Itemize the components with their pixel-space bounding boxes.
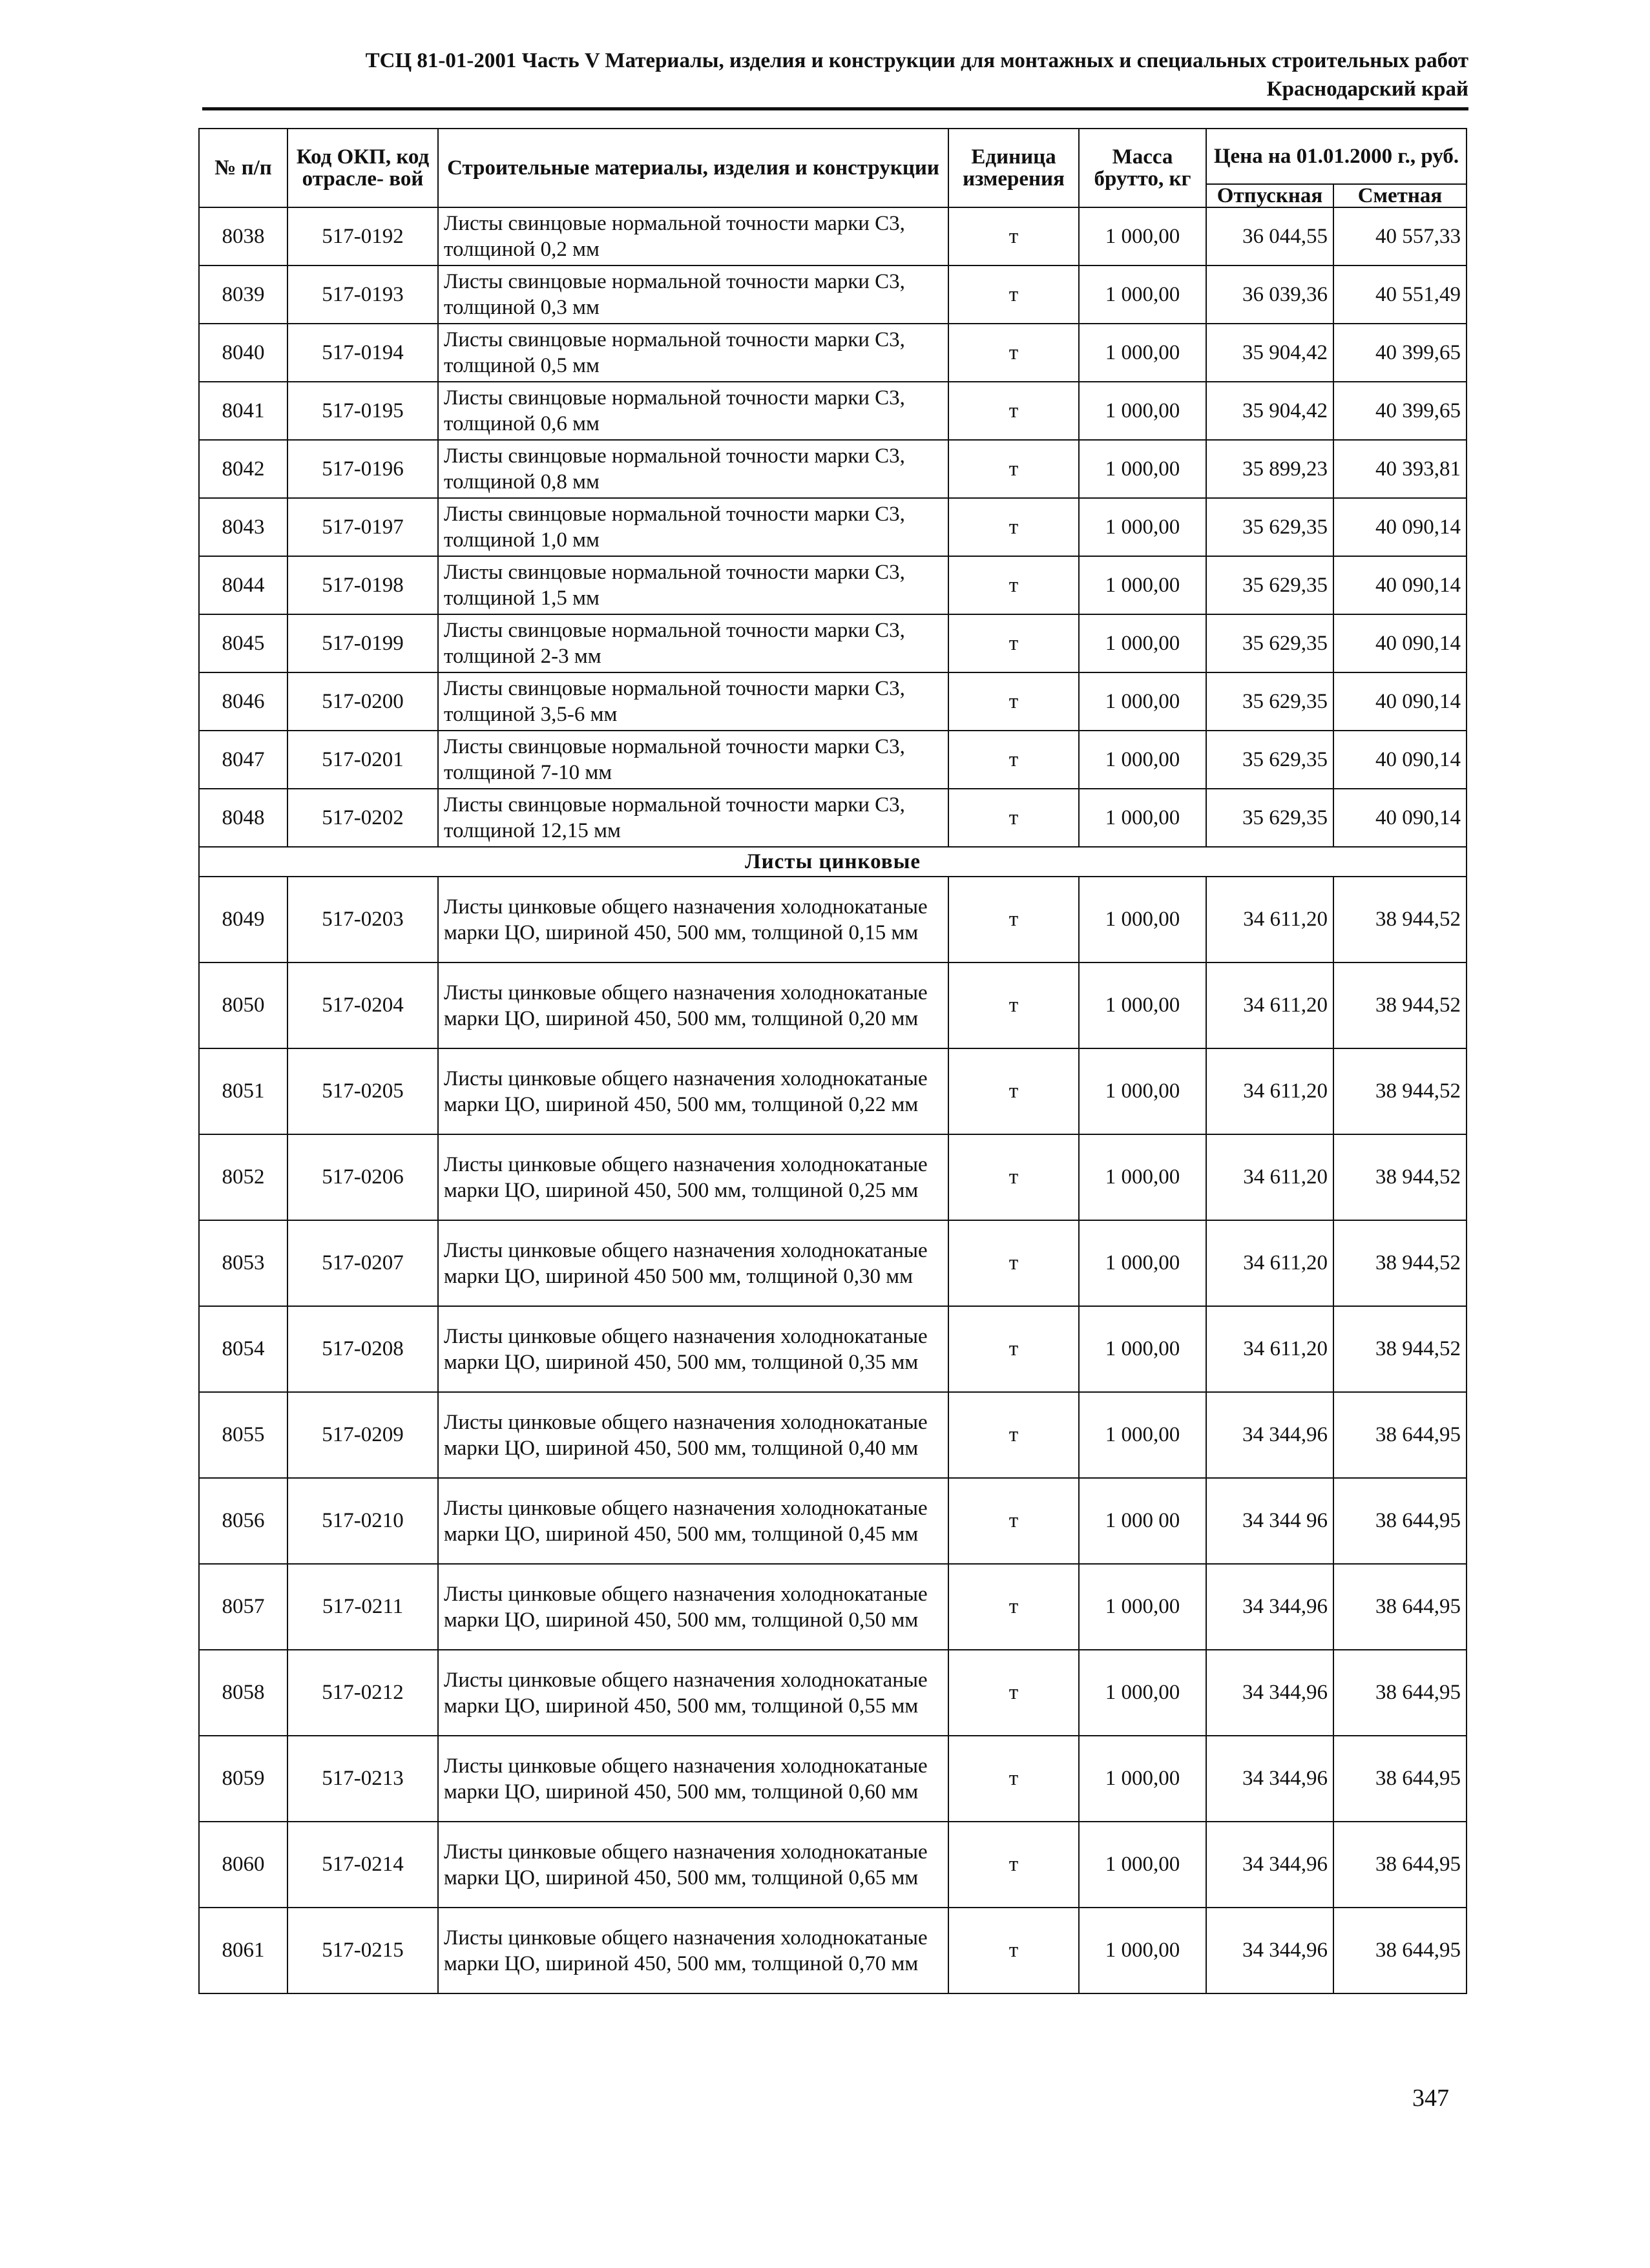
cell-unit: т (948, 1392, 1079, 1478)
cell-name: Листы цинковые общего назначения холоднокатаные марки ЦО, шириной 450, 500 мм, толщиной 0,22 мм (438, 1048, 948, 1134)
table-row (199, 1650, 1467, 1736)
cell-unit: т (948, 962, 1079, 1048)
cell-price-estimate: 40 090,14 (1333, 498, 1467, 556)
cell-num: 8060 (199, 1822, 287, 1908)
cell-price-release: 34 611,20 (1206, 1134, 1333, 1220)
cell-code: 517-0198 (287, 556, 438, 614)
cell-num: 8038 (199, 207, 287, 265)
table-row (199, 1908, 1467, 1993)
cell-mass: 1 000 00 (1079, 1478, 1206, 1564)
cell-price-release: 35 629,35 (1206, 614, 1333, 672)
cell-mass: 1 000,00 (1079, 556, 1206, 614)
cell-name: Листы цинковые общего назначения холоднокатаные марки ЦО, шириной 450, 500 мм, толщиной 0,45 мм (438, 1478, 948, 1564)
cell-code: 517-0204 (287, 962, 438, 1048)
cell-price-estimate: 40 399,65 (1333, 382, 1467, 440)
cell-code: 517-0208 (287, 1306, 438, 1392)
section-title-zinc: Листы цинковые (199, 847, 1467, 877)
cell-price-estimate: 38 944,52 (1333, 1048, 1467, 1134)
cell-num: 8048 (199, 789, 287, 847)
cell-name: Листы цинковые общего назначения холоднокатаные марки ЦО, шириной 450, 500 мм, толщиной 0,40 мм (438, 1392, 948, 1478)
table-row (199, 731, 1467, 789)
cell-unit: т (948, 1134, 1079, 1220)
cell-mass: 1 000,00 (1079, 731, 1206, 789)
cell-name: Листы свинцовые нормальной точности марки С3, толщиной 0,2 мм (438, 207, 948, 265)
cell-name: Листы свинцовые нормальной точности марки С3, толщиной 2-3 мм (438, 614, 948, 672)
cell-name: Листы цинковые общего назначения холоднокатаные марки ЦО, шириной 450, 500 мм, толщиной 0,55 мм (438, 1650, 948, 1736)
cell-price-estimate: 40 090,14 (1333, 672, 1467, 731)
cell-name: Листы свинцовые нормальной точности марки С3, толщиной 0,3 мм (438, 265, 948, 324)
table-row (199, 1306, 1467, 1392)
cell-mass: 1 000,00 (1079, 877, 1206, 962)
table-row (199, 265, 1467, 324)
table-row (199, 324, 1467, 382)
cell-price-release: 34 611,20 (1206, 1220, 1333, 1306)
cell-name: Листы свинцовые нормальной точности марки С3, толщиной 0,8 мм (438, 440, 948, 498)
cell-price-estimate: 38 944,52 (1333, 877, 1467, 962)
cell-num: 8042 (199, 440, 287, 498)
cell-code: 517-0200 (287, 672, 438, 731)
cell-num: 8054 (199, 1306, 287, 1392)
cell-name: Листы цинковые общего назначения холоднокатаные марки ЦО, шириной 450, 500 мм, толщиной 0,70 мм (438, 1908, 948, 1993)
cell-code: 517-0207 (287, 1220, 438, 1306)
cell-code: 517-0211 (287, 1564, 438, 1650)
cell-mass: 1 000,00 (1079, 1736, 1206, 1822)
cell-mass: 1 000,00 (1079, 1822, 1206, 1908)
cell-unit: т (948, 1048, 1079, 1134)
cell-price-estimate: 38 944,52 (1333, 1220, 1467, 1306)
cell-mass: 1 000,00 (1079, 1564, 1206, 1650)
cell-mass: 1 000,00 (1079, 382, 1206, 440)
cell-num: 8039 (199, 265, 287, 324)
cell-code: 517-0193 (287, 265, 438, 324)
cell-price-release: 34 611,20 (1206, 877, 1333, 962)
table-row (199, 1392, 1467, 1478)
cell-mass: 1 000,00 (1079, 1392, 1206, 1478)
cell-price-estimate: 38 644,95 (1333, 1908, 1467, 1993)
document-title: ТСЦ 81-01-2001 Часть V Материалы, изделия и конструкции для монтажных и специальных строительных работ (365, 49, 1468, 72)
cell-num: 8052 (199, 1134, 287, 1220)
cell-mass: 1 000,00 (1079, 498, 1206, 556)
cell-num: 8053 (199, 1220, 287, 1306)
table-row (199, 672, 1467, 731)
cell-name: Листы цинковые общего назначения холоднокатаные марки ЦО, шириной 450, 500 мм, толщиной 0,65 мм (438, 1822, 948, 1908)
col-header-name: Строительные материалы, изделия и конструкции (438, 129, 948, 207)
col-header-mass: Масса брутто, кг (1079, 129, 1206, 207)
cell-price-release: 35 629,35 (1206, 789, 1333, 847)
cell-unit: т (948, 1564, 1079, 1650)
cell-price-release: 35 899,23 (1206, 440, 1333, 498)
materials-table (198, 128, 1467, 1994)
col-header-num: № п/п (199, 129, 287, 207)
cell-price-release: 34 611,20 (1206, 1048, 1333, 1134)
table-row (199, 1564, 1467, 1650)
cell-name: Листы цинковые общего назначения холоднокатаные марки ЦО, шириной 450, 500 мм, толщиной 0,35 мм (438, 1306, 948, 1392)
cell-mass: 1 000,00 (1079, 672, 1206, 731)
cell-unit: т (948, 265, 1079, 324)
cell-num: 8045 (199, 614, 287, 672)
cell-unit: т (948, 1220, 1079, 1306)
cell-price-release: 36 039,36 (1206, 265, 1333, 324)
cell-code: 517-0215 (287, 1908, 438, 1993)
table-row (199, 382, 1467, 440)
table-row (199, 1822, 1467, 1908)
section-row (199, 847, 1467, 877)
cell-name: Листы свинцовые нормальной точности марки С3, толщиной 7-10 мм (438, 731, 948, 789)
cell-price-release: 34 611,20 (1206, 962, 1333, 1048)
page-header (202, 47, 1468, 110)
cell-name: Листы цинковые общего назначения холоднокатаные марки ЦО, шириной 450 500 мм, толщиной 0,30 мм (438, 1220, 948, 1306)
table-row (199, 1048, 1467, 1134)
cell-price-estimate: 38 944,52 (1333, 1134, 1467, 1220)
cell-price-estimate: 40 090,14 (1333, 789, 1467, 847)
cell-mass: 1 000,00 (1079, 1220, 1206, 1306)
cell-num: 8047 (199, 731, 287, 789)
table-row (199, 440, 1467, 498)
cell-num: 8055 (199, 1392, 287, 1478)
cell-code: 517-0197 (287, 498, 438, 556)
cell-price-estimate: 40 557,33 (1333, 207, 1467, 265)
cell-price-release: 35 904,42 (1206, 382, 1333, 440)
region-title: Краснодарский край (1266, 78, 1468, 101)
cell-price-release: 34 344,96 (1206, 1564, 1333, 1650)
cell-mass: 1 000,00 (1079, 1908, 1206, 1993)
cell-price-release: 35 904,42 (1206, 324, 1333, 382)
cell-num: 8058 (199, 1650, 287, 1736)
cell-price-estimate: 38 644,95 (1333, 1478, 1467, 1564)
cell-unit: т (948, 440, 1079, 498)
table-row (199, 962, 1467, 1048)
cell-price-release: 34 344,96 (1206, 1392, 1333, 1478)
cell-num: 8040 (199, 324, 287, 382)
cell-price-estimate: 40 551,49 (1333, 265, 1467, 324)
cell-price-estimate: 40 393,81 (1333, 440, 1467, 498)
table-row (199, 877, 1467, 962)
col-header-code: Код ОКП, код отрасле- вой (287, 129, 438, 207)
cell-code: 517-0192 (287, 207, 438, 265)
cell-mass: 1 000,00 (1079, 1048, 1206, 1134)
cell-price-release: 35 629,35 (1206, 731, 1333, 789)
cell-num: 8057 (199, 1564, 287, 1650)
cell-code: 517-0214 (287, 1822, 438, 1908)
cell-num: 8049 (199, 877, 287, 962)
cell-code: 517-0203 (287, 877, 438, 962)
cell-price-estimate: 38 944,52 (1333, 962, 1467, 1048)
cell-price-release: 35 629,35 (1206, 556, 1333, 614)
cell-code: 517-0196 (287, 440, 438, 498)
cell-name: Листы свинцовые нормальной точности марки С3, толщиной 0,6 мм (438, 382, 948, 440)
cell-num: 8061 (199, 1908, 287, 1993)
cell-num: 8050 (199, 962, 287, 1048)
cell-price-release: 36 044,55 (1206, 207, 1333, 265)
cell-mass: 1 000,00 (1079, 440, 1206, 498)
cell-name: Листы цинковые общего назначения холоднокатаные марки ЦО, шириной 450, 500 мм, толщиной 0,20 мм (438, 962, 948, 1048)
cell-price-estimate: 38 644,95 (1333, 1650, 1467, 1736)
cell-price-release: 34 344,96 (1206, 1650, 1333, 1736)
cell-unit: т (948, 789, 1079, 847)
cell-name: Листы свинцовые нормальной точности марки С3, толщиной 3,5-6 мм (438, 672, 948, 731)
table-row (199, 207, 1467, 265)
cell-unit: т (948, 207, 1079, 265)
cell-price-release: 34 344,96 (1206, 1822, 1333, 1908)
cell-name: Листы свинцовые нормальной точности марки С3, толщиной 1,0 мм (438, 498, 948, 556)
cell-unit: т (948, 498, 1079, 556)
cell-price-release: 34 344,96 (1206, 1736, 1333, 1822)
cell-unit: т (948, 556, 1079, 614)
col-header-unit: Единица измерения (948, 129, 1079, 207)
table-row (199, 614, 1467, 672)
cell-code: 517-0213 (287, 1736, 438, 1822)
cell-code: 517-0202 (287, 789, 438, 847)
cell-name: Листы свинцовые нормальной точности марки С3, толщиной 12,15 мм (438, 789, 948, 847)
cell-price-release: 34 344,96 (1206, 1908, 1333, 1993)
cell-price-estimate: 40 090,14 (1333, 614, 1467, 672)
cell-price-estimate: 40 090,14 (1333, 731, 1467, 789)
table-row (199, 789, 1467, 847)
cell-unit: т (948, 672, 1079, 731)
lead-sheets-body (199, 207, 1467, 847)
cell-code: 517-0201 (287, 731, 438, 789)
cell-unit: т (948, 877, 1079, 962)
cell-num: 8044 (199, 556, 287, 614)
cell-unit: т (948, 1650, 1079, 1736)
cell-code: 517-0195 (287, 382, 438, 440)
col-header-price-estimate: Сметная (1333, 184, 1467, 207)
cell-name: Листы свинцовые нормальной точности марки С3, толщиной 1,5 мм (438, 556, 948, 614)
cell-price-release: 35 629,35 (1206, 672, 1333, 731)
cell-mass: 1 000,00 (1079, 1650, 1206, 1736)
table-row (199, 1478, 1467, 1564)
col-header-price: Цена на 01.01.2000 г., руб. (1206, 129, 1467, 184)
table-row (199, 498, 1467, 556)
cell-price-release: 34 611,20 (1206, 1306, 1333, 1392)
cell-num: 8043 (199, 498, 287, 556)
cell-mass: 1 000,00 (1079, 1306, 1206, 1392)
cell-unit: т (948, 731, 1079, 789)
page-number: 347 (1412, 2085, 1449, 2112)
cell-name: Листы цинковые общего назначения холоднокатаные марки ЦО, шириной 450, 500 мм, толщиной 0,25 мм (438, 1134, 948, 1220)
cell-unit: т (948, 1908, 1079, 1993)
cell-name: Листы цинковые общего назначения холоднокатаные марки ЦО, шириной 450, 500 мм, толщиной 0,15 мм (438, 877, 948, 962)
cell-num: 8046 (199, 672, 287, 731)
cell-price-estimate: 40 399,65 (1333, 324, 1467, 382)
cell-price-release: 34 344 96 (1206, 1478, 1333, 1564)
cell-mass: 1 000,00 (1079, 962, 1206, 1048)
cell-num: 8041 (199, 382, 287, 440)
cell-num: 8059 (199, 1736, 287, 1822)
cell-num: 8051 (199, 1048, 287, 1134)
cell-unit: т (948, 1478, 1079, 1564)
table-row (199, 1220, 1467, 1306)
table-row (199, 1736, 1467, 1822)
cell-price-estimate: 38 644,95 (1333, 1822, 1467, 1908)
cell-mass: 1 000,00 (1079, 614, 1206, 672)
zinc-sheets-body (199, 877, 1467, 1993)
table-header-row (199, 129, 1467, 184)
cell-name: Листы свинцовые нормальной точности марки С3, толщиной 0,5 мм (438, 324, 948, 382)
cell-name: Листы цинковые общего назначения холоднокатаные марки ЦО, шириной 450, 500 мм, толщиной 0,60 мм (438, 1736, 948, 1822)
cell-name: Листы цинковые общего назначения холоднокатаные марки ЦО, шириной 450, 500 мм, толщиной 0,50 мм (438, 1564, 948, 1650)
cell-price-estimate: 38 644,95 (1333, 1392, 1467, 1478)
cell-code: 517-0210 (287, 1478, 438, 1564)
cell-price-estimate: 38 644,95 (1333, 1564, 1467, 1650)
cell-unit: т (948, 324, 1079, 382)
cell-unit: т (948, 382, 1079, 440)
cell-mass: 1 000,00 (1079, 789, 1206, 847)
cell-code: 517-0205 (287, 1048, 438, 1134)
cell-unit: т (948, 1822, 1079, 1908)
col-header-price-release: Отпускная (1206, 184, 1333, 207)
cell-unit: т (948, 1306, 1079, 1392)
cell-mass: 1 000,00 (1079, 265, 1206, 324)
cell-mass: 1 000,00 (1079, 324, 1206, 382)
cell-code: 517-0209 (287, 1392, 438, 1478)
cell-num: 8056 (199, 1478, 287, 1564)
cell-unit: т (948, 614, 1079, 672)
cell-price-estimate: 40 090,14 (1333, 556, 1467, 614)
cell-price-estimate: 38 644,95 (1333, 1736, 1467, 1822)
cell-code: 517-0212 (287, 1650, 438, 1736)
cell-unit: т (948, 1736, 1079, 1822)
cell-code: 517-0194 (287, 324, 438, 382)
cell-price-release: 35 629,35 (1206, 498, 1333, 556)
cell-code: 517-0206 (287, 1134, 438, 1220)
cell-mass: 1 000,00 (1079, 207, 1206, 265)
cell-mass: 1 000,00 (1079, 1134, 1206, 1220)
cell-price-estimate: 38 944,52 (1333, 1306, 1467, 1392)
cell-code: 517-0199 (287, 614, 438, 672)
table-row (199, 556, 1467, 614)
table-row (199, 1134, 1467, 1220)
